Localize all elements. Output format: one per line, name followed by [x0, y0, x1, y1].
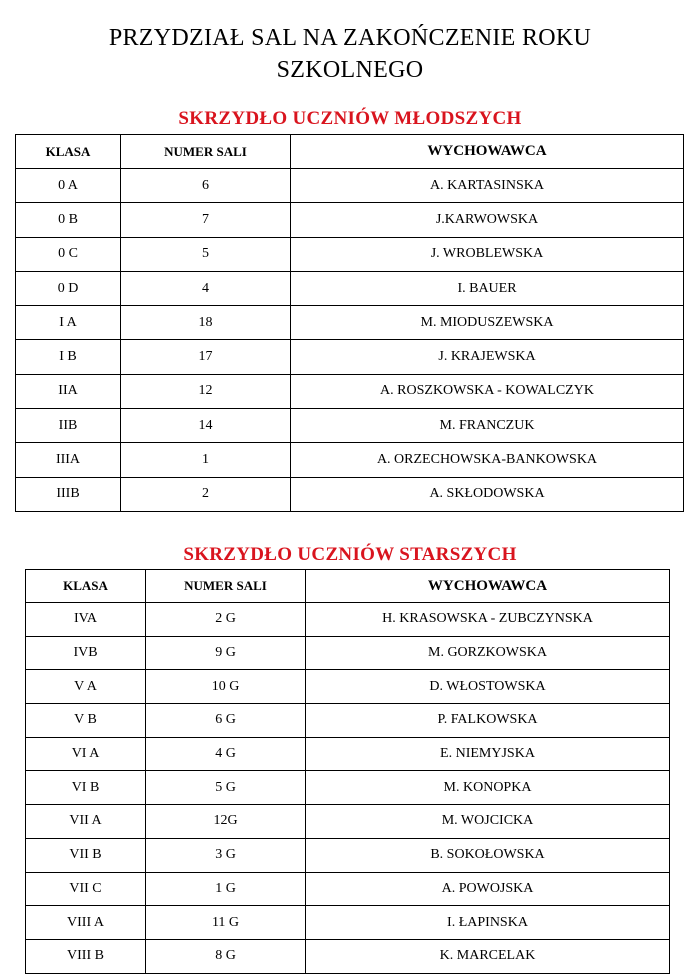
- cell-klasa: IVB: [26, 636, 146, 670]
- table-row: [16, 340, 684, 374]
- cell-numer-sali: 11 G: [146, 906, 306, 940]
- cell-numer-sali: 17: [121, 340, 291, 374]
- cell-wychowawca: J. KRAJEWSKA: [291, 340, 684, 374]
- cell-klasa: 0 A: [16, 169, 121, 203]
- table-row: [26, 636, 670, 670]
- cell-numer-sali: 12: [121, 374, 291, 408]
- cell-klasa: VII A: [26, 805, 146, 839]
- cell-klasa: IIIA: [16, 443, 121, 477]
- table-row: [16, 477, 684, 511]
- table-row: [16, 169, 684, 203]
- cell-wychowawca: E. NIEMYJSKA: [306, 737, 670, 771]
- cell-wychowawca: M. GORZKOWSKA: [306, 636, 670, 670]
- header-numer-sali: NUMER SALI: [121, 135, 291, 169]
- cell-numer-sali: 9 G: [146, 636, 306, 670]
- header-klasa: KLASA: [26, 570, 146, 603]
- cell-numer-sali: 12G: [146, 805, 306, 839]
- cell-klasa: VII C: [26, 872, 146, 906]
- cell-klasa: IVA: [26, 603, 146, 637]
- table-row: [26, 737, 670, 771]
- cell-numer-sali: 8 G: [146, 939, 306, 973]
- cell-numer-sali: 7: [121, 203, 291, 237]
- cell-klasa: IIA: [16, 374, 121, 408]
- cell-klasa: VII B: [26, 838, 146, 872]
- header-klasa: KLASA: [16, 135, 121, 169]
- table-row: [16, 237, 684, 271]
- table-row: [26, 704, 670, 738]
- cell-wychowawca: J.KARWOWSKA: [291, 203, 684, 237]
- cell-wychowawca: J. WROBLEWSKA: [291, 237, 684, 271]
- cell-wychowawca: A. ORZECHOWSKA-BANKOWSKA: [291, 443, 684, 477]
- cell-wychowawca: M. FRANCZUK: [291, 409, 684, 443]
- table-row: [26, 603, 670, 637]
- cell-numer-sali: 6 G: [146, 704, 306, 738]
- cell-wychowawca: A. ROSZKOWSKA - KOWALCZYK: [291, 374, 684, 408]
- table-row: [26, 670, 670, 704]
- table-row: [16, 409, 684, 443]
- cell-numer-sali: 6: [121, 169, 291, 203]
- cell-numer-sali: 3 G: [146, 838, 306, 872]
- table-header-row: [26, 570, 670, 603]
- cell-wychowawca: A. KARTASINSKA: [291, 169, 684, 203]
- cell-klasa: 0 B: [16, 203, 121, 237]
- senior-wing-heading: SKRZYDŁO UCZNIÓW STARSZYCH: [183, 544, 517, 565]
- junior-wing-heading: SKRZYDŁO UCZNIÓW MŁODSZYCH: [178, 108, 522, 129]
- cell-wychowawca: K. MARCELAK: [306, 939, 670, 973]
- cell-wychowawca: A. SKŁODOWSKA: [291, 477, 684, 511]
- cell-klasa: IIIB: [16, 477, 121, 511]
- cell-wychowawca: M. WOJCICKA: [306, 805, 670, 839]
- cell-wychowawca: M. KONOPKA: [306, 771, 670, 805]
- cell-wychowawca: B. SOKOŁOWSKA: [306, 838, 670, 872]
- table-row: [26, 838, 670, 872]
- cell-numer-sali: 18: [121, 306, 291, 340]
- cell-numer-sali: 4 G: [146, 737, 306, 771]
- cell-numer-sali: 14: [121, 409, 291, 443]
- cell-numer-sali: 10 G: [146, 670, 306, 704]
- cell-wychowawca: I. ŁAPINSKA: [306, 906, 670, 940]
- cell-klasa: V A: [26, 670, 146, 704]
- cell-klasa: VIII A: [26, 906, 146, 940]
- cell-klasa: 0 D: [16, 271, 121, 305]
- cell-numer-sali: 5: [121, 237, 291, 271]
- cell-wychowawca: A. POWOJSKA: [306, 872, 670, 906]
- junior-wing-table: [15, 134, 684, 512]
- table-row: [26, 872, 670, 906]
- table-row: [26, 805, 670, 839]
- cell-wychowawca: D. WŁOSTOWSKA: [306, 670, 670, 704]
- table-row: [16, 306, 684, 340]
- table-row: [26, 939, 670, 973]
- cell-klasa: I B: [16, 340, 121, 374]
- header-numer-sali: NUMER SALI: [146, 570, 306, 603]
- table-row: [26, 771, 670, 805]
- senior-wing-table: [25, 569, 670, 974]
- header-wychowawca: WYCHOWAWCA: [306, 570, 670, 603]
- cell-wychowawca: I. BAUER: [291, 271, 684, 305]
- table-row: [16, 374, 684, 408]
- cell-wychowawca: H. KRASOWSKA - ZUBCZYNSKA: [306, 603, 670, 637]
- cell-klasa: VI A: [26, 737, 146, 771]
- cell-numer-sali: 5 G: [146, 771, 306, 805]
- title-line-1: PRZYDZIAŁ SAL NA ZAKOŃCZENIE ROKU: [108, 25, 592, 51]
- cell-wychowawca: M. MIODUSZEWSKA: [291, 306, 684, 340]
- table-row: [16, 271, 684, 305]
- table-row: [26, 906, 670, 940]
- cell-klasa: V B: [26, 704, 146, 738]
- cell-klasa: I A: [16, 306, 121, 340]
- cell-klasa: VIII B: [26, 939, 146, 973]
- header-wychowawca: WYCHOWAWCA: [291, 135, 684, 169]
- cell-numer-sali: 1: [121, 443, 291, 477]
- cell-numer-sali: 1 G: [146, 872, 306, 906]
- table-row: [16, 443, 684, 477]
- title-line-2: SZKOLNEGO: [276, 57, 424, 83]
- cell-klasa: VI B: [26, 771, 146, 805]
- cell-klasa: IIB: [16, 409, 121, 443]
- cell-wychowawca: P. FALKOWSKA: [306, 704, 670, 738]
- cell-numer-sali: 4: [121, 271, 291, 305]
- table-row: [16, 203, 684, 237]
- table-header-row: [16, 135, 684, 169]
- cell-numer-sali: 2 G: [146, 603, 306, 637]
- document-title: [0, 22, 700, 86]
- cell-numer-sali: 2: [121, 477, 291, 511]
- cell-klasa: 0 C: [16, 237, 121, 271]
